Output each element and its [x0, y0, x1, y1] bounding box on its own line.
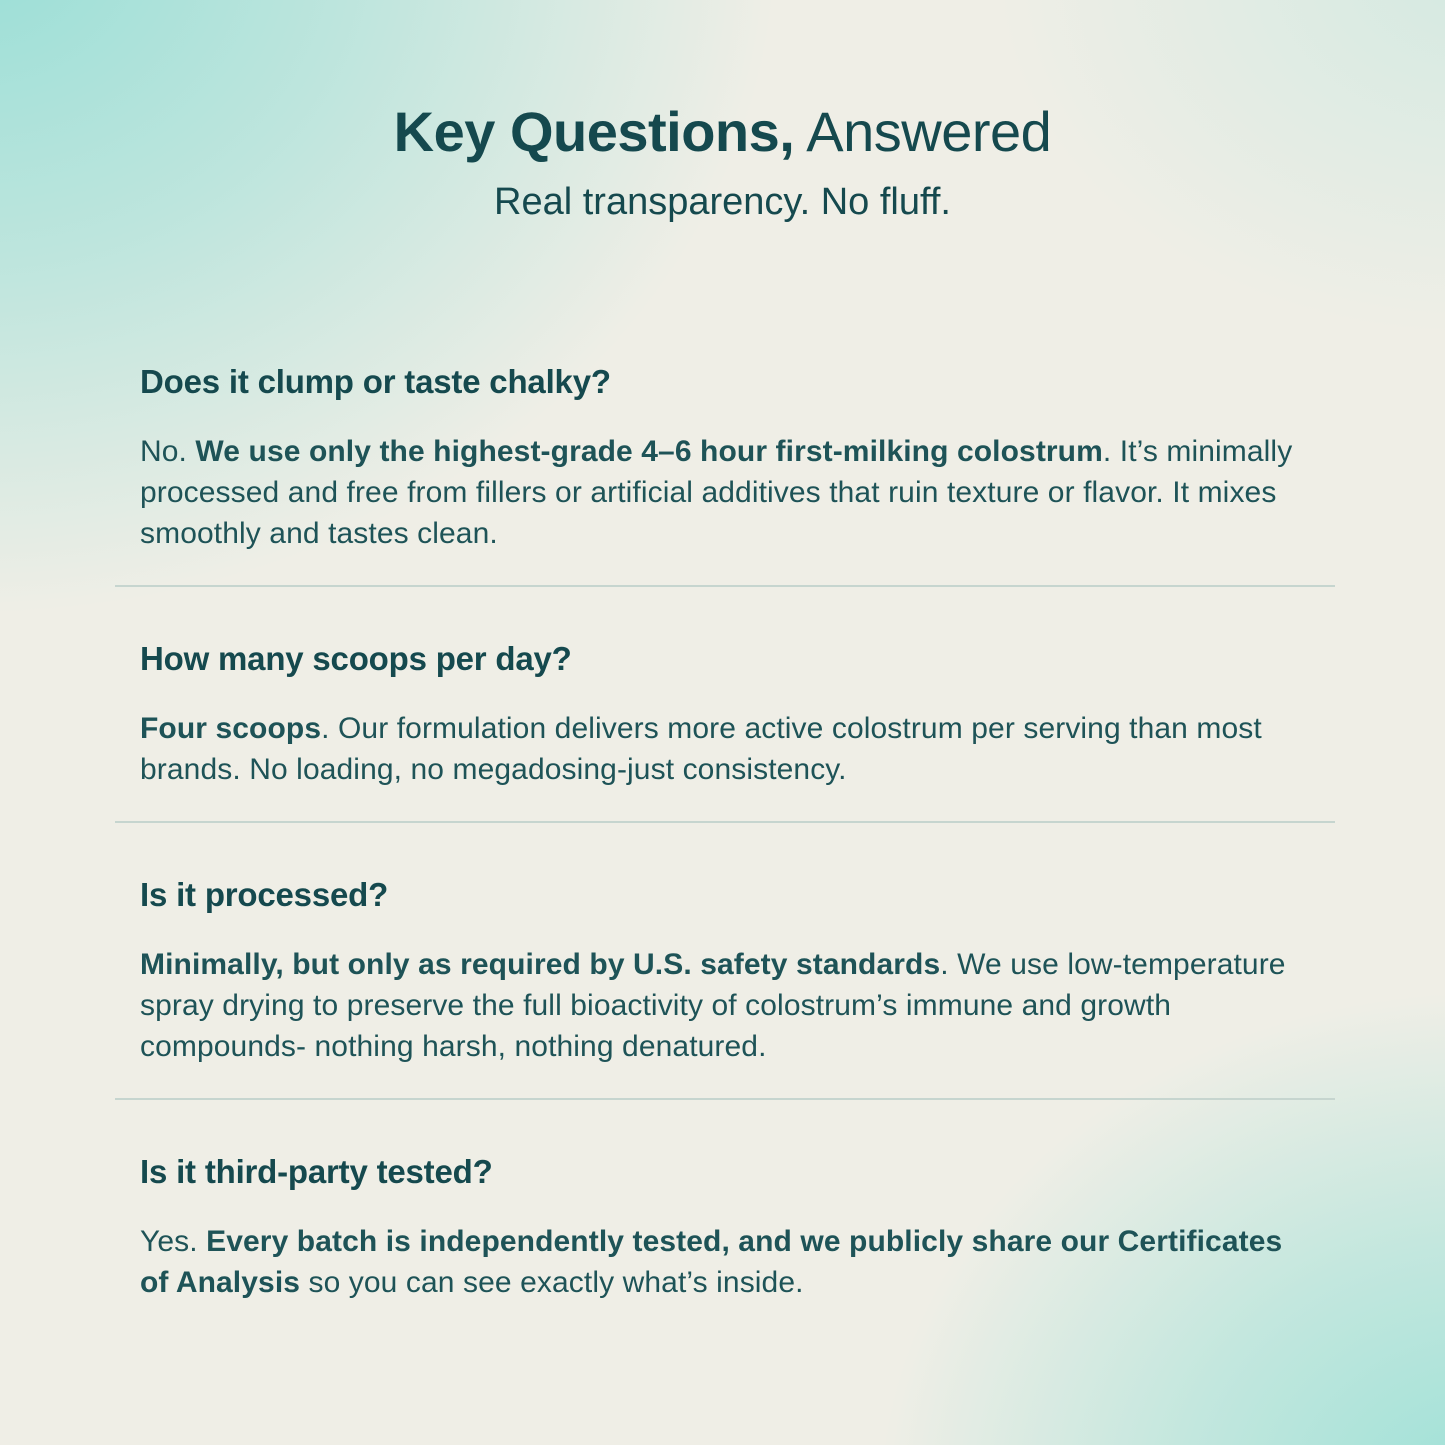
- faq-answer-post: so you can see exactly what’s inside.: [300, 1265, 804, 1299]
- faq-list: [0, 362, 1445, 1303]
- page-title-bold: Key Questions,: [393, 100, 795, 163]
- faq-answer-post: . We use low-temperature spray drying to preserve the full bioactivity of colostrum’s immune and growth compounds- nothing harsh, nothing denatured.: [140, 947, 1286, 1063]
- page-title-regular: Answered: [794, 100, 1052, 163]
- faq-answer: [140, 431, 1300, 554]
- faq-item-clump-chalky: [140, 362, 1310, 554]
- faq-answer-bold: Every batch is independently tested, and we publicly share our Certificates of Analysis: [140, 1224, 1283, 1299]
- page-title: [0, 100, 1445, 164]
- faq-answer: [140, 1221, 1300, 1303]
- faq-item-processed: [140, 875, 1310, 1067]
- faq-answer-bold: We use only the highest-grade 4–6 hour first-milking colostrum: [195, 434, 1103, 468]
- faq-answer-pre: Yes.: [140, 1224, 207, 1258]
- faq-answer-bold: Four scoops: [140, 711, 322, 745]
- faq-item-third-party-tested: [140, 1152, 1310, 1303]
- page-header: [0, 0, 1445, 226]
- faq-answer: [140, 708, 1300, 790]
- page-subtitle: Real transparency. No fluff.: [494, 181, 951, 224]
- faq-item-scoops-per-day: [140, 639, 1310, 790]
- divider: [115, 1098, 1335, 1100]
- faq-answer-bold: Minimally, but only as required by U.S. safety standards: [140, 947, 941, 981]
- divider: [115, 585, 1335, 587]
- faq-answer-post: . It’s minimally processed and free from fillers or artificial additives that ruin texture or flavor. It mixes smoothly and tastes clean.: [140, 434, 1293, 550]
- faq-answer-post: . Our formulation delivers more active colostrum per serving than most brands. No loading, no megadosing-just consistency.: [140, 711, 1262, 786]
- faq-answer: [140, 944, 1300, 1067]
- faq-question: Is it third-party tested?: [140, 1152, 493, 1190]
- divider: [115, 821, 1335, 823]
- faq-answer-pre: No.: [140, 434, 196, 468]
- faq-question: Is it processed?: [140, 875, 389, 913]
- faq-question: How many scoops per day?: [140, 639, 572, 677]
- faq-question: Does it clump or taste chalky?: [140, 362, 611, 400]
